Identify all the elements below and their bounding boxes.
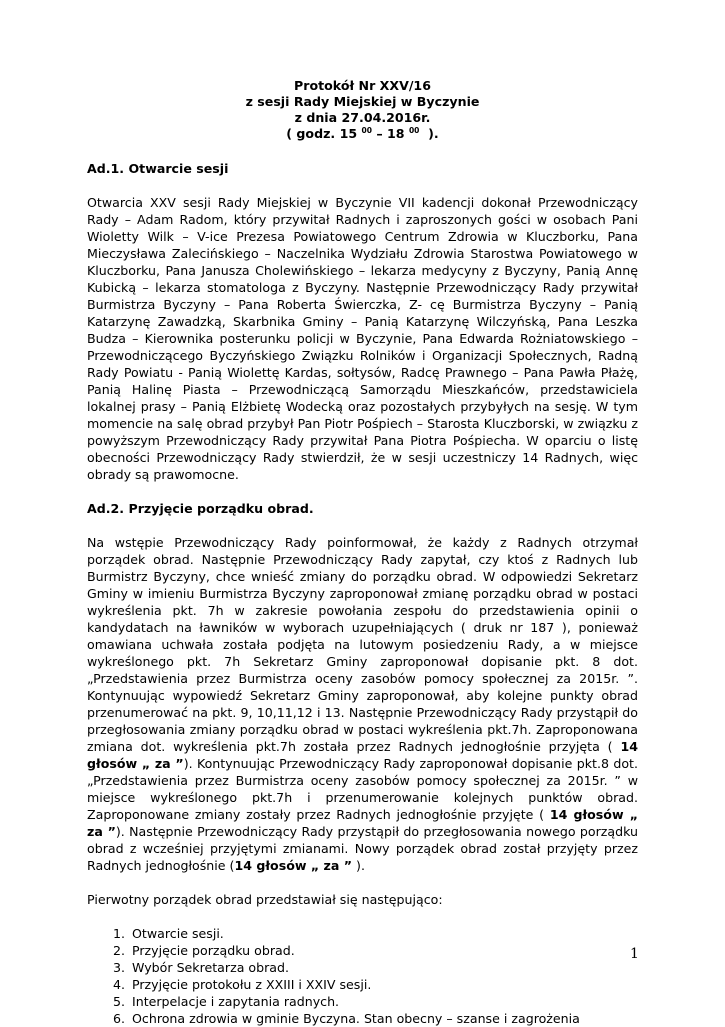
title-line-3: z dnia 27.04.2016r. (294, 110, 431, 125)
document-page (87, 78, 638, 1027)
agenda-list (87, 925, 638, 1027)
vote-result-2: 14 głosów „ za ” (87, 807, 638, 839)
agenda-item: 6. Ochrona zdrowia w gminie Byczyna. Stan obecny – szanse i zagrożenia (129, 1010, 638, 1027)
time-dash-end: – 18 (376, 126, 405, 141)
section-2-text-3: ). Następnie Przewodniczący Rady przystąpił do przegłosowania nowego porządku obrad z wcześniej przyjętymi zmianami. Nowy porządek obrad został przyjęty przez Radnych jednogłośnie ( (87, 824, 638, 873)
time-close: ). (428, 126, 439, 141)
time-end-minutes: 00 (408, 126, 420, 135)
agenda-item: 4. Przyjęcie protokołu z XXIII i XXIV sesji. (129, 976, 638, 993)
time-start-minutes: 00 (361, 126, 372, 135)
vote-result-3: 14 głosów „ za ” (234, 858, 353, 873)
section-2-text-1: Na wstępie Przewodniczący Rady poinformował, że każdy z Radnych otrzymał porządek obrad. Następnie Przewodniczący Rady zapytał, czy ktoś z Radnych lub Burmistrz Byczyny, chce wnieść zmiany do porządku obrad. W odpowiedzi Sekretarz Gminy w imieniu Burmistrza Byczyny zaproponował zmianę porządku obrad w postaci wykreślenia pkt. 7h w zakresie powołania zespołu do przedstawienia opinii o kandydatach na ławników w wyborach uzupełniających ( druk nr 187 ), ponieważ omawiana uchwała została podjęta na lutowym posiedzeniu Rady, a w miejsce wykreślonego pkt. 7h Sekretarz Gminy zaproponował dopisanie pkt. 8 dot. „Przedstawienia przez Burmistrza oceny zasobów pomocy społecznej za 2015r. ”. Kontynuując wypowiedź Sekretarz Gminy zaproponował, aby kolejne punkty obrad przenumerować na pkt. 9, 10,11,12 i 13. Następnie Przewodniczący Rady przystąpił do przegłosowania zmiany porządku obrad w postaci wykreślenia pkt.7h. Zaproponowana zmiana dot. wykreślenia pkt.7h została przez Radnych jednogłośnie przyjęta ( (87, 535, 638, 754)
title-line-1: Protokół Nr XXV/16 (294, 78, 431, 93)
title-line-4 (87, 126, 638, 142)
title-line-2: z sesji Rady Miejskiej w Byczynie (245, 94, 480, 109)
time-start: ( godz. 15 (286, 126, 358, 141)
section-2-text-4: ). (356, 858, 365, 873)
agenda-intro: Pierwotny porządek obrad przedstawiał się następująco: (87, 892, 443, 907)
section-2-heading: Ad.2. Przyjęcie porządku obrad. (87, 501, 314, 516)
agenda-item: 2. Przyjęcie porządku obrad. (129, 942, 638, 959)
vote-result-1: 14 głosów „ za ” (87, 739, 638, 771)
section-1-heading: Ad.1. Otwarcie sesji (87, 161, 229, 176)
agenda-item: 1. Otwarcie sesji. (129, 925, 638, 942)
section-2-body (87, 534, 638, 874)
section-2-text-2: ). Kontynuując Przewodniczący Rady zaproponował dopisanie pkt.8 dot. „Przedstawienia przez Burmistrza oceny zasobów pomocy społecznej za 2015r. ” w miejsce wykreślonego pkt.7h i przenumerowanie kolejnych punktów obrad. Zaproponowane zmiany zostały przez Radnych jednogłośnie przyjęte ( (87, 756, 638, 822)
protocol-title (87, 78, 638, 142)
agenda-item: 5. Interpelacje i zapytania radnych. (129, 993, 638, 1010)
page-number: 1 (630, 946, 639, 962)
agenda-item: 3. Wybór Sekretarza obrad. (129, 959, 638, 976)
section-1-body: Otwarcia XXV sesji Rady Miejskiej w Byczynie VII kadencji dokonał Przewodniczący Rady – Adam Radom, który przywitał Radnych i zaproszonych gości w osobach Pani Wioletty Wilk – V-ice Prezesa Powiatowego Centrum Zdrowia w Kluczborku, Pana Mieczysława Zalecińskiego – Naczelnika Wydziału Zdrowia Starostwa Powiatowego w Kluczborku, Pana Janusza Cholewińskiego – lekarza medycyny z Byczyny, Panią Annę Kubicką – lekarza stomatologa z Byczyny. Następnie Przewodniczący Rady przywitał Burmistrza Byczyny – Pana Roberta Świerczka, Z- cę Burmistrza Byczyny – Panią Katarzynę Zawadzką, Skarbnika Gminy – Panią Katarzynę Wilczyńską, Pana Leszka Budza – Kierownika posterunku policji w Byczynie, Pana Edwarda Rożniatowskiego – Przewodniczącego Byczyńskiego Związku Rolników i Organizacji Społecznych, Radną Rady Powiatu - Panią Wiolettę Kardas, sołtysów, Radcę Prawnego – Pana Pawła Płażę, Panią Halinę Piasta – Przewodniczącą Samorządu Mieszkańców, przedstawiciela lokalnej prasy – Panią Elżbietę Wodecką oraz pozostałych przybyłych na sesję. W tym momencie na salę obrad przybył Pan Piotr Pośpiech – Starosta Kluczborski, w związku z powyższym Przewodniczący Rady przywitał Pana Piotra Pośpiecha. W oparciu o listę obecności Przewodniczący Rady stwierdził, że w sesji uczestniczy 14 Radnych, więc obrady są prawomocne. (87, 195, 638, 482)
